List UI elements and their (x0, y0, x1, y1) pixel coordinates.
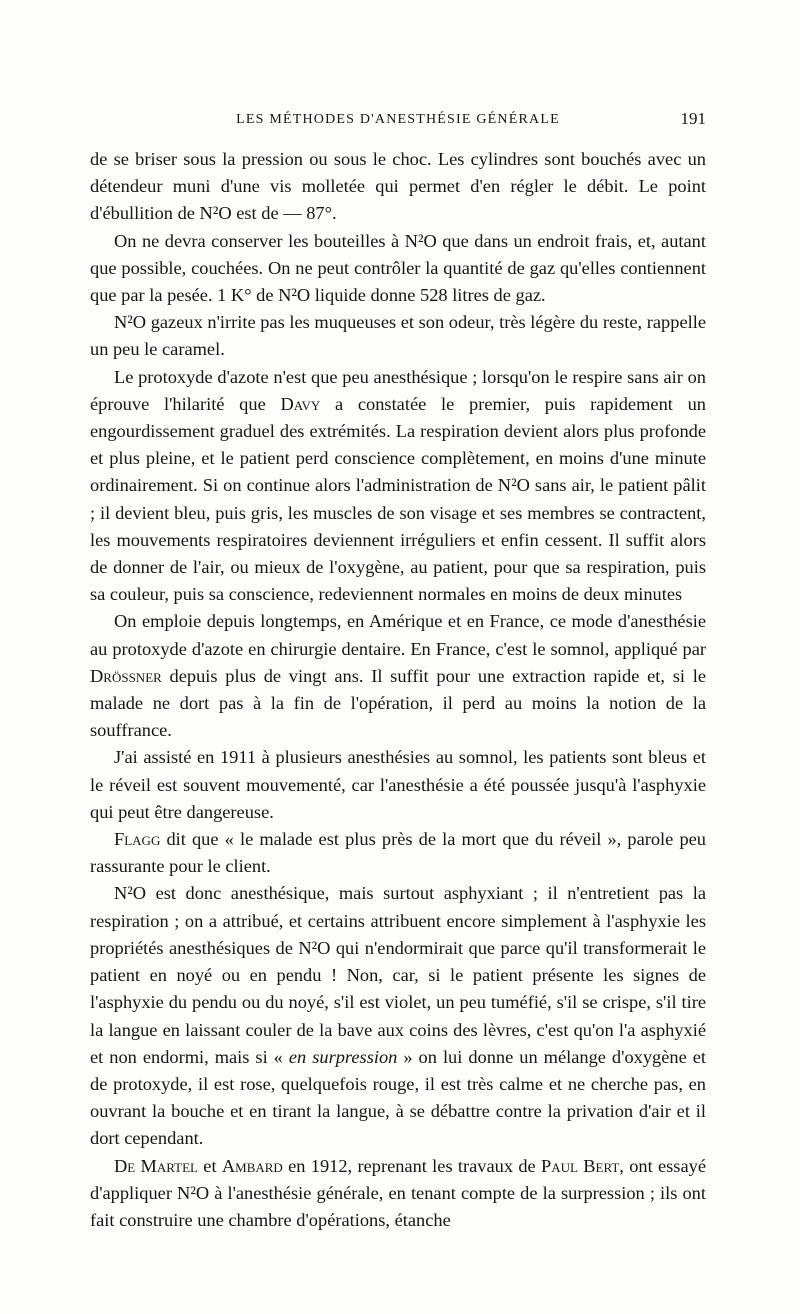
page-number: 191 (680, 109, 706, 128)
paragraph (90, 228, 706, 310)
author-name: De Martel (114, 1155, 198, 1176)
paragraph (90, 744, 706, 826)
author-name: Davy (280, 393, 321, 414)
text-segment: On ne devra conserver les bouteilles à N²O que dans un endroit frais, et, autant que possible, couchées. On ne peut contrôler la quantité de gaz qu'elles contiennent que par la pesée. 1 K° de N²O liquide donne 528 litres de gaz. (90, 230, 706, 306)
author-name: Flagg (114, 829, 161, 850)
author-name: Paul Bert (541, 1155, 620, 1176)
paragraph (90, 608, 706, 744)
body-text (90, 146, 706, 1234)
text-segment: J'ai assisté en 1911 à plusieurs anesthésies au somnol, les patients sont bleus et le réveil est souvent mouvementé, car l'anesthésie a été poussée jusqu'à l'asphyxie qui peut être dangereuse. (90, 747, 706, 822)
text-segment: et (197, 1155, 222, 1176)
text-segment: a constatée le premier, puis rapidement un engourdissement graduel des extrémités. La respiration devient alors plus profonde et plus pleine, et le patient perd conscience complètement, en moins d'une minute ordinairement. Si on continue alors l'administration de N²O sans air, le patient pâlit ; il devient bleu, puis gris, les muscles de son visage et ses membres se contractent, les mouvements respiratoires deviennent irréguliers et enfin cessent. Il suffit alors de donner de l'air, ou mieux de l'oxygène, au patient, pour que sa respiration, puis sa couleur, puis sa conscience, redeviennent normales en moins de deux minutes (90, 393, 706, 605)
text-segment: dit que « le malade est plus près de la mort que du réveil », parole peu rassurante pour le client. (90, 829, 706, 877)
paragraph (90, 880, 706, 1152)
text-segment: , ont essayé d'appliquer N²O à l'anesthésie générale, en tenant compte de la surpression ; ils ont fait construire une chambre d'opérations, étanche (90, 1155, 706, 1230)
author-name: Drössner (90, 665, 162, 686)
page-header (90, 109, 706, 136)
paragraph (90, 309, 706, 363)
paragraph (90, 1153, 706, 1235)
text-segment: de se briser sous la pression ou sous le choc. Les cylindres sont bouchés avec un détendeur muni d'une vis molletée qui permet d'en régler le débit. Le point d'ébullition de N²O est de — 87°. (90, 149, 706, 224)
text-segment: N²O est donc anesthésique, mais surtout asphyxiant ; il n'entretient pas la respiration ; on a attribué, et certains attribuent encore simplement à l'asphyxie les propriétés anesthésiques de N²O qui n'endormirait que parce qu'il transformerait le patient en noyé ou en pendu ! Non, car, si le patient présente les signes de l'asphyxie du pendu ou du noyé, s'il est violet, un peu tuméfié, s'il se crispe, s'il tire la langue en laissant couler de la bave aux coins des lèvres, c'est qu'on l'a asphyxié et non endormi, mais si « (90, 883, 706, 1067)
text-segment: depuis plus de vingt ans. Il suffit pour une extraction rapide et, si le malade ne dort pas à la fin de l'opération, il perd au moins la notion de la souffrance. (90, 665, 706, 741)
text-segment: N²O gazeux n'irrite pas les muqueuses et son odeur, très légère du reste, rappelle un peu le caramel. (90, 312, 706, 360)
running-title: LES MÉTHODES D'ANESTHÉSIE GÉNÉRALE (236, 112, 560, 127)
paragraph (90, 826, 706, 880)
paragraph (90, 364, 706, 609)
author-name: Ambard (221, 1155, 283, 1176)
text-segment: en 1912, reprenant les travaux de (282, 1155, 542, 1176)
emphasis-text: en surpression (288, 1046, 398, 1067)
text-segment: » on lui donne un mélange d'oxygène et de protoxyde, il est rose, quelquefois rouge, il est très calme et ne cherche pas, en ouvrant la bouche et en tirant la langue, à se débattre contre la privation d'air et il dort cependant. (90, 1046, 706, 1149)
text-segment: Le protoxyde d'azote n'est que peu anesthésique ; lorsqu'on le respire sans air on éprouve l'hilarité que (90, 366, 706, 414)
paragraph (90, 146, 706, 228)
text-segment: On emploie depuis longtemps, en Amérique et en France, ce mode d'anesthésie au protoxyde d'azote en chirurgie dentaire. En France, c'est le somnol, appliqué par (90, 611, 706, 659)
